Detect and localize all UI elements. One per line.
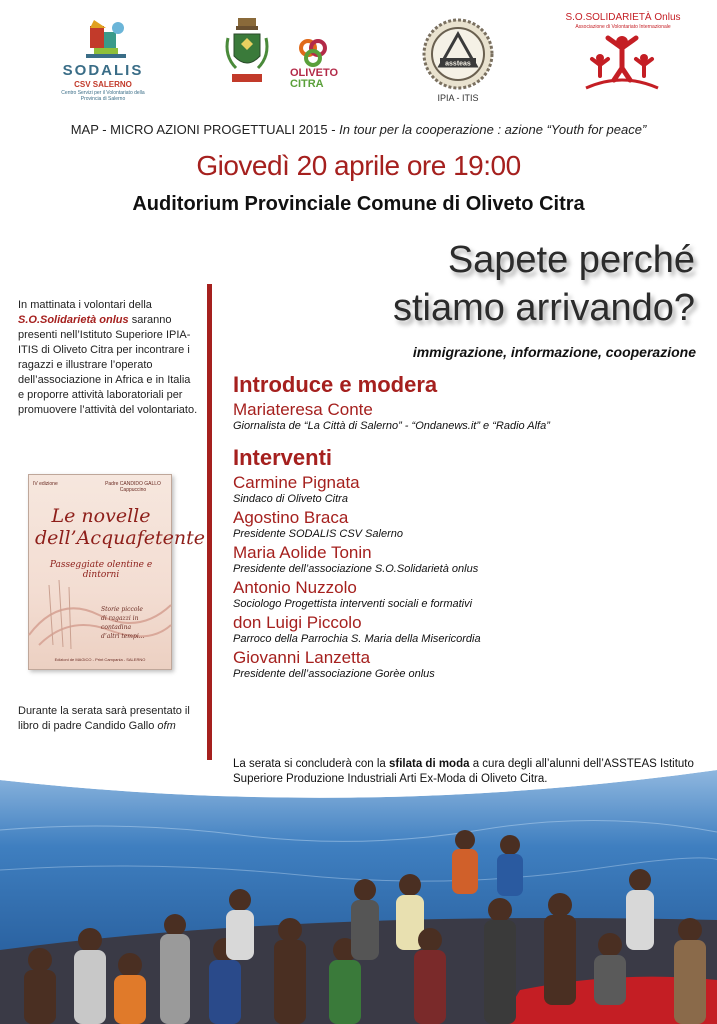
book-caption-suffix: ofm <box>157 720 176 732</box>
so-solidarieta-logo-icon <box>582 32 662 98</box>
closing-bold: sfilata di moda <box>388 758 470 770</box>
event-venue: Auditorium Provinciale Comune di Oliveto Citra <box>132 193 585 215</box>
intro-after: saranno presenti nell’Istituto Superiore IPIA-ITIS di Oliveto Citra per incontrare i ragazzi e illustrare l’operato dell’associazione in Africa e in Italia e proporre attività laboratoriali per promuovere l’attività del volontariato. <box>18 314 198 416</box>
oliveto-citra-name <box>290 68 354 90</box>
event-date: Giovedì 20 aprile ore 19:00 <box>196 150 521 181</box>
program <box>233 372 703 681</box>
speaker-name: Agostino Braca <box>233 508 349 527</box>
sodalis-logo-icon <box>84 18 128 60</box>
ipia-itis-logo-icon <box>422 18 494 90</box>
book-note-line1: Storie piccole <box>101 606 143 613</box>
ipia-itis-label: IPIA - ITIS <box>437 93 479 103</box>
book-note-line3: d’altri tempi... <box>101 633 145 640</box>
so-solidarieta-sub: Associazione di Volontariato Internazionale <box>575 24 671 30</box>
intro-org: S.O.Solidarietà onlus <box>18 314 129 326</box>
speaker-role: Sindaco di Oliveto Citra <box>233 493 348 505</box>
ipia-inner-text: assteas <box>445 60 471 68</box>
book-title-line1: Le novelle <box>51 505 151 527</box>
moderator-section-title: Introduce e modera <box>233 372 438 397</box>
speaker-role: Parroco della Parrochia S. Maria della Misericordia <box>233 633 481 645</box>
speaker-item <box>233 648 703 681</box>
book-title <box>35 505 205 549</box>
oliveto-line1: OLIVETO <box>290 67 339 79</box>
book-note-line2: di ragazzi in contadina <box>101 615 139 631</box>
book-cover <box>28 474 205 670</box>
speaker-name: Giovanni Lanzetta <box>233 648 371 667</box>
oliveto-crest-icon <box>222 16 272 94</box>
morning-intro <box>18 298 198 418</box>
speaker-item <box>233 508 703 541</box>
book-caption-main: Durante la serata sarà presentato il libro di padre Candido Gallo <box>18 705 190 732</box>
closing-note <box>233 757 703 787</box>
closing-after: a cura degli all’alunni dell’ASSTEAS Istituto Superiore Produzione Industriali Arti Ex-Moda di Oliveto Citra. <box>233 758 694 785</box>
speaker-role: Presidente dell’associazione S.O.Solidarietà onlus <box>233 563 479 575</box>
book-author: Padre CANDIDO GALLO Cappuccino <box>105 481 161 493</box>
speaker-name: Carmine Pignata <box>233 473 360 492</box>
book-edition: IV edizione <box>33 481 58 487</box>
project-line-prefix: MAP - MICRO AZIONI PROGETTUALI 2015 - <box>70 122 340 137</box>
so-solidarieta-title: S.O.SOLIDARIETÀ Onlus <box>565 12 681 23</box>
speaker-item <box>233 578 703 611</box>
oliveto-citra-logo-icon <box>298 38 328 68</box>
sodalis-desc: Centro Servizi per il Volontariato della Provincia di Salerno <box>61 90 145 102</box>
moderator-name: Mariateresa Conte <box>233 400 373 419</box>
speaker-name: Maria Aolide Tonin <box>233 543 372 562</box>
headline <box>340 236 695 332</box>
project-line <box>0 122 717 137</box>
book-publisher: Edizioni de MAGICO - Print Campania - SALERNO <box>54 657 146 662</box>
speaker-item <box>233 473 703 506</box>
book-title-line2: dell’Acquafetente <box>35 527 205 549</box>
migrant-boat-photo <box>0 760 717 1024</box>
speakers-section-title: Interventi <box>233 445 333 470</box>
headline-line1: Sapete perché <box>447 239 695 281</box>
moderator-role: Giornalista de “La Città di Salerno” - “Ondanews.it” e “Radio Alfa” <box>233 420 550 432</box>
speaker-name: Antonio Nuzzolo <box>233 578 357 597</box>
sodalis-sub: CSV SALERNO <box>74 80 132 89</box>
project-line-italic: In tour per la cooperazione : azione “Youth for peace” <box>339 122 647 137</box>
speaker-item <box>233 613 703 646</box>
speaker-item <box>233 543 703 576</box>
sodalis-name: SODALIS <box>62 62 144 79</box>
oliveto-line2: CITRA <box>290 78 324 90</box>
book-note <box>101 605 165 641</box>
headline-line2: stiamo arrivando? <box>392 287 695 329</box>
divider-bar <box>207 284 212 778</box>
speaker-name: don Luigi Piccolo <box>233 613 362 632</box>
book-subtitle: Passeggiate olentine e dintorni <box>49 560 153 580</box>
tagline: immigrazione, informazione, cooperazione <box>412 344 696 360</box>
speaker-role: Presidente dell’associazione Gorèe onlus <box>233 668 435 680</box>
speaker-role: Presidente SODALIS CSV Salerno <box>233 528 403 540</box>
speaker-role: Sociologo Progettista interventi sociali e formativi <box>233 598 473 610</box>
intro-before: In mattinata i volontari della <box>18 299 152 311</box>
closing-before: La serata si concluderà con la <box>233 758 389 770</box>
book-caption <box>18 704 208 734</box>
